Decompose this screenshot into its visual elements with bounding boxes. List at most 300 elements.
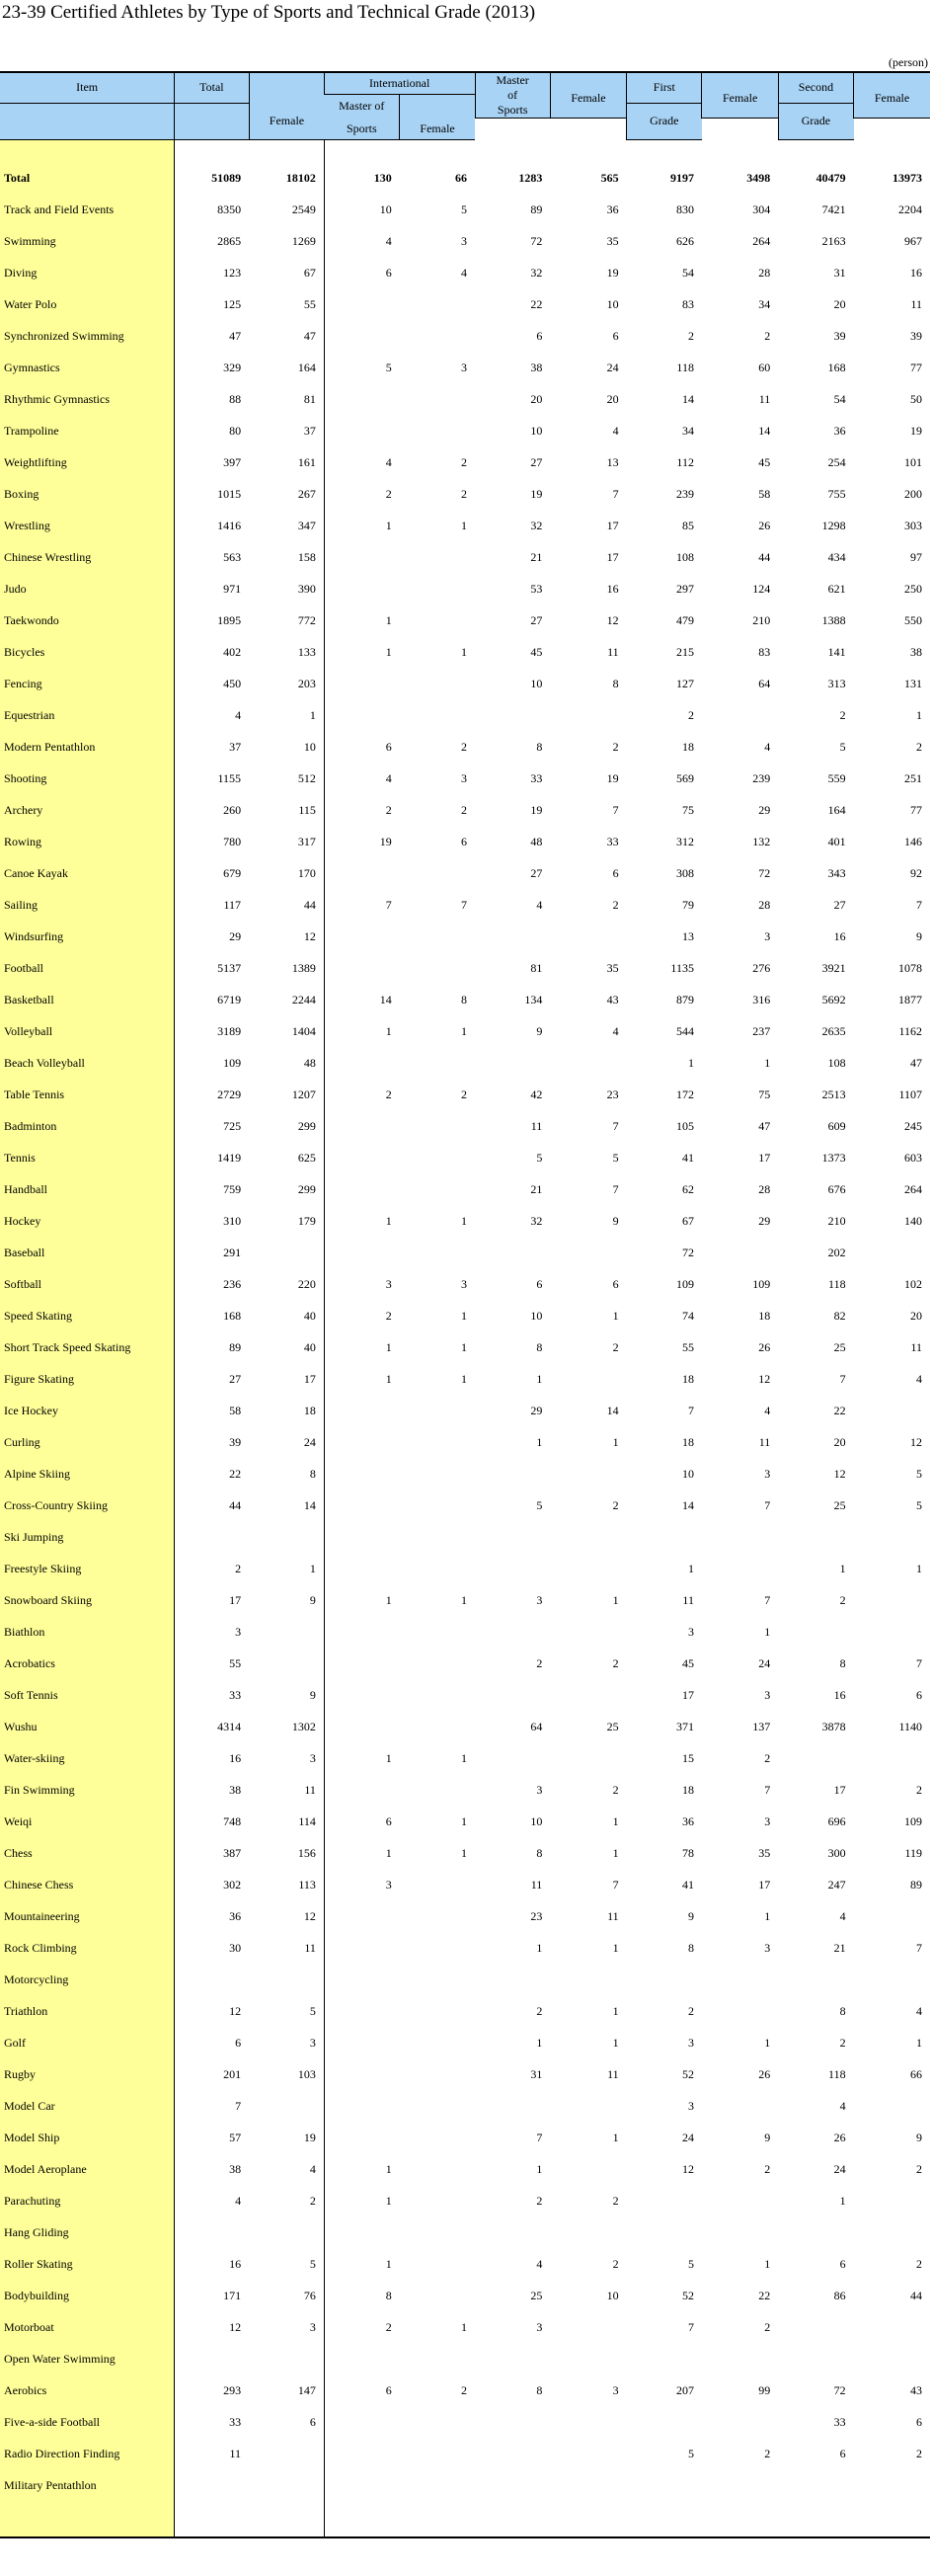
item-cell: Judo [0, 573, 175, 604]
value-cell: 44 [249, 889, 324, 921]
value-cell: 3 [536, 2319, 543, 2334]
value-cell [550, 2438, 626, 2469]
value-cell: 6 [612, 1276, 619, 1291]
value-cell: 16 [229, 1750, 242, 1765]
value-cell [324, 1395, 399, 1426]
value-cell: 28 [758, 1181, 771, 1196]
value-cell: 1 [461, 1023, 467, 1038]
table-row [0, 604, 930, 636]
item-cell: Basketball [0, 984, 175, 1015]
item-cell: Acrobatics [0, 1648, 175, 1679]
value-cell: 78 [681, 1845, 694, 1860]
item-cell: Swimming [0, 225, 175, 257]
value-cell: 3189 [217, 1023, 242, 1038]
header-second-grade-2: Grade [778, 103, 853, 139]
header-second-female: Female [854, 72, 930, 119]
item-cell: Rock Climbing [0, 1932, 175, 1964]
value-cell: 17 [249, 1363, 324, 1395]
value-cell: 47 [229, 328, 242, 343]
value-cell: 565 [600, 170, 619, 185]
value-cell: 264 [904, 1181, 922, 1196]
value-cell: 39 [833, 328, 846, 343]
item-cell: Chinese Chess [0, 1869, 175, 1900]
item-cell: Weightlifting [0, 446, 175, 478]
value-cell: 18 [681, 1371, 694, 1386]
value-cell: 6 [916, 1687, 922, 1702]
value-cell: 54 [833, 391, 846, 406]
value-cell: 24 [681, 2130, 694, 2144]
value-cell [249, 1521, 324, 1553]
value-cell: 603 [904, 1150, 922, 1165]
value-cell: 5 [461, 201, 467, 216]
item-cell: Handball [0, 1173, 175, 1205]
table-row [0, 2280, 930, 2311]
item-cell: Rhythmic Gymnastics [0, 383, 175, 415]
value-cell [475, 2343, 550, 2375]
item-cell: Windsurfing [0, 921, 175, 952]
value-cell: 4 [536, 897, 543, 912]
value-cell: 5 [916, 1466, 922, 1481]
item-cell: Ski Jumping [0, 1521, 175, 1553]
value-cell: 1 [461, 1371, 467, 1386]
value-cell: 264 [752, 233, 771, 248]
value-cell [475, 1553, 550, 1584]
value-cell [400, 1553, 475, 1584]
value-cell: 2 [839, 707, 846, 722]
table-row [0, 1869, 930, 1900]
spacer-cell [249, 140, 324, 163]
value-cell: 626 [675, 233, 694, 248]
value-cell [400, 699, 475, 731]
value-cell: 29 [530, 1403, 543, 1417]
value-cell [475, 699, 550, 731]
value-cell [324, 1616, 399, 1648]
value-cell: 300 [827, 1845, 846, 1860]
value-cell [475, 1679, 550, 1711]
value-cell: 10 [606, 296, 619, 311]
value-cell [702, 2406, 778, 2438]
value-cell: 35 [606, 960, 619, 975]
item-cell: Gymnastics [0, 352, 175, 383]
value-cell: 133 [249, 636, 324, 668]
value-cell: 2 [385, 486, 392, 501]
spacer-cell [400, 140, 475, 163]
value-cell [249, 2216, 324, 2248]
table-row [0, 478, 930, 510]
value-cell: 203 [249, 668, 324, 699]
value-cell: 20 [606, 391, 619, 406]
value-cell: 7 [764, 1497, 771, 1512]
value-cell [324, 1173, 399, 1205]
value-cell: 18 [681, 1782, 694, 1797]
value-cell: 2 [612, 739, 619, 754]
header-intl-female: Female [400, 119, 475, 140]
value-cell: 11 [758, 391, 771, 406]
value-cell: 5 [249, 2248, 324, 2280]
value-cell: 82 [833, 1308, 846, 1323]
table-row [0, 541, 930, 573]
item-cell: Golf [0, 2027, 175, 2058]
value-cell: 1 [461, 1308, 467, 1323]
value-cell: 1 [385, 518, 392, 532]
value-cell: 1 [916, 2035, 922, 2050]
value-cell: 80 [229, 423, 242, 438]
value-cell: 3878 [821, 1719, 846, 1733]
value-cell: 1078 [898, 960, 922, 975]
spacer-cell [475, 140, 550, 163]
value-cell: 2635 [821, 1023, 846, 1038]
value-cell: 6 [536, 328, 543, 343]
value-cell [854, 1237, 930, 1268]
value-cell: 19 [379, 834, 392, 848]
value-cell: 14 [758, 423, 771, 438]
value-cell: 316 [752, 992, 771, 1006]
value-cell [627, 1521, 702, 1553]
item-cell: Model Car [0, 2090, 175, 2122]
value-cell: 9 [764, 2130, 771, 2144]
value-cell [249, 2438, 324, 2469]
value-cell: 30 [229, 1940, 242, 1955]
item-cell: Beach Volleyball [0, 1047, 175, 1079]
value-cell [324, 2058, 399, 2090]
value-cell: 6719 [217, 992, 242, 1006]
header-total-blank2 [175, 103, 249, 139]
value-cell [400, 1426, 475, 1458]
item-cell: Volleyball [0, 1015, 175, 1047]
table-row [0, 1648, 930, 1679]
value-cell [400, 2438, 475, 2469]
table-row [0, 573, 930, 604]
value-cell: 38 [910, 644, 922, 659]
value-cell: 9 [536, 1023, 543, 1038]
item-cell: Open Water Swimming [0, 2343, 175, 2375]
item-cell: Bicycles [0, 636, 175, 668]
item-cell: Triathlon [0, 1995, 175, 2027]
table-row [0, 2058, 930, 2090]
value-cell: 140 [904, 1213, 922, 1228]
value-cell: 4 [536, 2256, 543, 2271]
value-cell [324, 1521, 399, 1553]
value-cell: 1 [764, 2035, 771, 2050]
value-cell: 89 [229, 1339, 242, 1354]
value-cell: 34 [681, 423, 694, 438]
value-cell [249, 2469, 324, 2501]
value-cell: 2 [536, 2003, 543, 2018]
value-cell: 35 [606, 233, 619, 248]
value-cell: 2 [916, 2161, 922, 2176]
value-cell: 19 [910, 423, 922, 438]
value-cell: 3 [249, 2311, 324, 2343]
value-cell: 2549 [249, 194, 324, 225]
value-cell: 276 [752, 960, 771, 975]
value-cell: 2 [536, 2193, 543, 2208]
value-cell: 66 [455, 170, 467, 185]
value-cell [400, 1173, 475, 1205]
value-cell: 24 [758, 1655, 771, 1670]
value-cell: 18 [249, 1395, 324, 1426]
value-cell [324, 2027, 399, 2058]
value-cell: 450 [223, 676, 242, 690]
value-cell: 9 [916, 928, 922, 943]
value-cell [550, 2216, 626, 2248]
value-cell: 72 [681, 1245, 694, 1259]
value-cell [475, 2216, 550, 2248]
value-cell: 10 [530, 423, 543, 438]
value-cell [324, 2406, 399, 2438]
item-cell: Synchronized Swimming [0, 320, 175, 352]
header-intl-master-2: Master of [324, 94, 399, 119]
value-cell: 3 [249, 1742, 324, 1774]
value-cell: 118 [676, 360, 694, 374]
value-cell: 1 [687, 1561, 694, 1575]
value-cell: 48 [530, 834, 543, 848]
value-cell [702, 2090, 778, 2122]
value-cell: 1 [687, 1055, 694, 1070]
value-cell: 1 [461, 1339, 467, 1354]
item-cell: Military Pentathlon [0, 2469, 175, 2501]
value-cell: 6 [461, 834, 467, 848]
value-cell: 3 [764, 1466, 771, 1481]
value-cell: 3 [536, 1592, 543, 1607]
item-cell: Figure Skating [0, 1363, 175, 1395]
value-cell [550, 2469, 626, 2501]
value-cell: 34 [758, 296, 771, 311]
value-cell: 2 [461, 454, 467, 469]
value-cell [550, 2153, 626, 2185]
item-cell: Biathlon [0, 1616, 175, 1648]
value-cell [400, 1900, 475, 1932]
value-cell: 7 [687, 2319, 694, 2334]
value-cell: 44 [758, 549, 771, 564]
value-cell: 72 [530, 233, 543, 248]
value-cell: 254 [827, 454, 846, 469]
value-cell [324, 2216, 399, 2248]
value-cell [400, 2280, 475, 2311]
value-cell [854, 2343, 930, 2375]
value-cell: 10 [379, 201, 392, 216]
value-cell: 6 [916, 2414, 922, 2429]
value-cell [400, 1774, 475, 1806]
value-cell: 146 [904, 834, 922, 848]
value-cell: 24 [833, 2161, 846, 2176]
value-cell [400, 320, 475, 352]
value-cell: 12 [249, 921, 324, 952]
value-cell [778, 2311, 853, 2343]
value-cell: 172 [675, 1087, 694, 1101]
value-cell: 2 [916, 2446, 922, 2460]
item-cell: Badminton [0, 1110, 175, 1142]
value-cell: 207 [675, 2382, 694, 2397]
value-cell: 17 [833, 1782, 846, 1797]
value-cell: 10 [681, 1466, 694, 1481]
value-cell [324, 1964, 399, 1995]
value-cell: 1 [385, 612, 392, 627]
value-cell: 45 [681, 1655, 694, 1670]
value-cell: 72 [833, 2382, 846, 2397]
value-cell: 2 [612, 1339, 619, 1354]
value-cell: 38 [530, 360, 543, 374]
value-cell [324, 921, 399, 952]
value-cell [475, 1521, 550, 1553]
value-cell: 9 [916, 2130, 922, 2144]
value-cell [400, 1521, 475, 1553]
filler-cell [854, 2501, 930, 2537]
value-cell: 119 [904, 1845, 922, 1860]
value-cell: 5137 [217, 960, 242, 975]
value-cell [854, 2469, 930, 2501]
value-cell: 7 [764, 1782, 771, 1797]
filler-cell [778, 2501, 853, 2537]
value-cell: 62 [681, 1181, 694, 1196]
value-cell [324, 288, 399, 320]
value-cell [400, 1964, 475, 1995]
value-cell [550, 1964, 626, 1995]
value-cell [400, 1711, 475, 1742]
value-cell: 1140 [898, 1719, 922, 1733]
value-cell: 200 [904, 486, 922, 501]
item-cell: Modern Pentathlon [0, 731, 175, 763]
value-cell: 55 [249, 288, 324, 320]
value-cell: 85 [681, 518, 694, 532]
value-cell [854, 2216, 930, 2248]
value-cell: 220 [249, 1268, 324, 1300]
value-cell: 18 [758, 1308, 771, 1323]
value-cell: 434 [827, 549, 846, 564]
value-cell: 161 [249, 446, 324, 478]
value-cell [702, 1964, 778, 1995]
value-cell: 1 [385, 1339, 392, 1354]
value-cell [249, 2090, 324, 2122]
table-header [0, 72, 930, 140]
header-item: Item [0, 72, 175, 103]
value-cell [400, 415, 475, 446]
value-cell: 53 [530, 581, 543, 596]
value-cell: 115 [249, 794, 324, 826]
value-cell: 11 [249, 1774, 324, 1806]
value-cell: 250 [904, 581, 922, 596]
header-first-grade-1: First [627, 72, 702, 103]
value-cell: 2163 [821, 233, 846, 248]
value-cell: 114 [249, 1806, 324, 1837]
table-row [0, 415, 930, 446]
value-cell: 11 [910, 296, 922, 311]
table-row [0, 699, 930, 731]
value-cell: 2244 [249, 984, 324, 1015]
item-cell: Rugby [0, 2058, 175, 2090]
value-cell: 1 [764, 2256, 771, 2271]
filler-cell [702, 2501, 778, 2537]
value-cell [400, 1458, 475, 1489]
value-cell: 164 [249, 352, 324, 383]
value-cell: 11 [530, 1877, 543, 1892]
item-cell: Radio Direction Finding [0, 2438, 175, 2469]
value-cell: 2 [235, 1561, 242, 1575]
value-cell: 39 [910, 328, 922, 343]
value-cell: 101 [904, 454, 922, 469]
value-cell: 3 [461, 1276, 467, 1291]
value-cell [550, 2090, 626, 2122]
spacer-cell [175, 140, 249, 163]
value-cell: 5 [536, 1150, 543, 1165]
value-cell [175, 2469, 249, 2501]
item-cell: Wrestling [0, 510, 175, 541]
value-cell: 4314 [217, 1719, 242, 1733]
value-cell: 7 [916, 1940, 922, 1955]
value-cell: 7 [839, 1371, 846, 1386]
value-cell: 676 [827, 1181, 846, 1196]
value-cell: 22 [758, 2288, 771, 2302]
item-cell: Chess [0, 1837, 175, 1869]
value-cell [702, 1237, 778, 1268]
value-cell: 4 [916, 2003, 922, 2018]
value-cell [324, 699, 399, 731]
value-cell: 19 [249, 2122, 324, 2153]
value-cell: 83 [758, 644, 771, 659]
value-cell: 36 [681, 1813, 694, 1828]
value-cell [324, 1648, 399, 1679]
value-cell: 210 [827, 1213, 846, 1228]
value-cell [627, 2216, 702, 2248]
table-row [0, 952, 930, 984]
value-cell: 40 [249, 1331, 324, 1363]
spacer-cell [778, 140, 853, 163]
value-cell [249, 1964, 324, 1995]
value-cell: 39 [229, 1434, 242, 1449]
filler-cell [475, 2501, 550, 2537]
value-cell [324, 1995, 399, 2027]
value-cell: 6 [385, 739, 392, 754]
value-cell: 971 [223, 581, 242, 596]
value-cell [475, 2090, 550, 2122]
value-cell: 55 [229, 1655, 242, 1670]
value-cell [324, 2469, 399, 2501]
value-cell: 137 [752, 1719, 771, 1733]
value-cell: 72 [758, 865, 771, 880]
table-row [0, 1489, 930, 1521]
value-cell: 1135 [670, 960, 694, 975]
item-cell: Alpine Skiing [0, 1458, 175, 1489]
value-cell [324, 1900, 399, 1932]
value-cell: 559 [827, 770, 846, 785]
value-cell: 2 [612, 897, 619, 912]
table-row [0, 1047, 930, 1079]
item-cell: Bodybuilding [0, 2280, 175, 2311]
table-row [0, 1964, 930, 1995]
value-cell: 313 [827, 676, 846, 690]
table-row [0, 1331, 930, 1363]
value-cell: 32 [530, 265, 543, 280]
item-cell: Weiqi [0, 1806, 175, 1837]
value-cell [324, 541, 399, 573]
value-cell [400, 2343, 475, 2375]
item-cell: Shooting [0, 763, 175, 794]
value-cell: 74 [681, 1308, 694, 1323]
value-cell: 36 [833, 423, 846, 438]
value-cell: 25 [833, 1339, 846, 1354]
value-cell: 108 [675, 549, 694, 564]
value-cell: 347 [249, 510, 324, 541]
table-row [0, 636, 930, 668]
value-cell: 19 [606, 265, 619, 280]
value-cell: 109 [904, 1813, 922, 1828]
value-cell [475, 1742, 550, 1774]
value-cell: 13 [606, 454, 619, 469]
value-cell: 26 [758, 1339, 771, 1354]
table-row [0, 2248, 930, 2280]
value-cell: 1207 [249, 1079, 324, 1110]
value-cell: 3 [764, 1813, 771, 1828]
item-cell: Mountaineering [0, 1900, 175, 1932]
